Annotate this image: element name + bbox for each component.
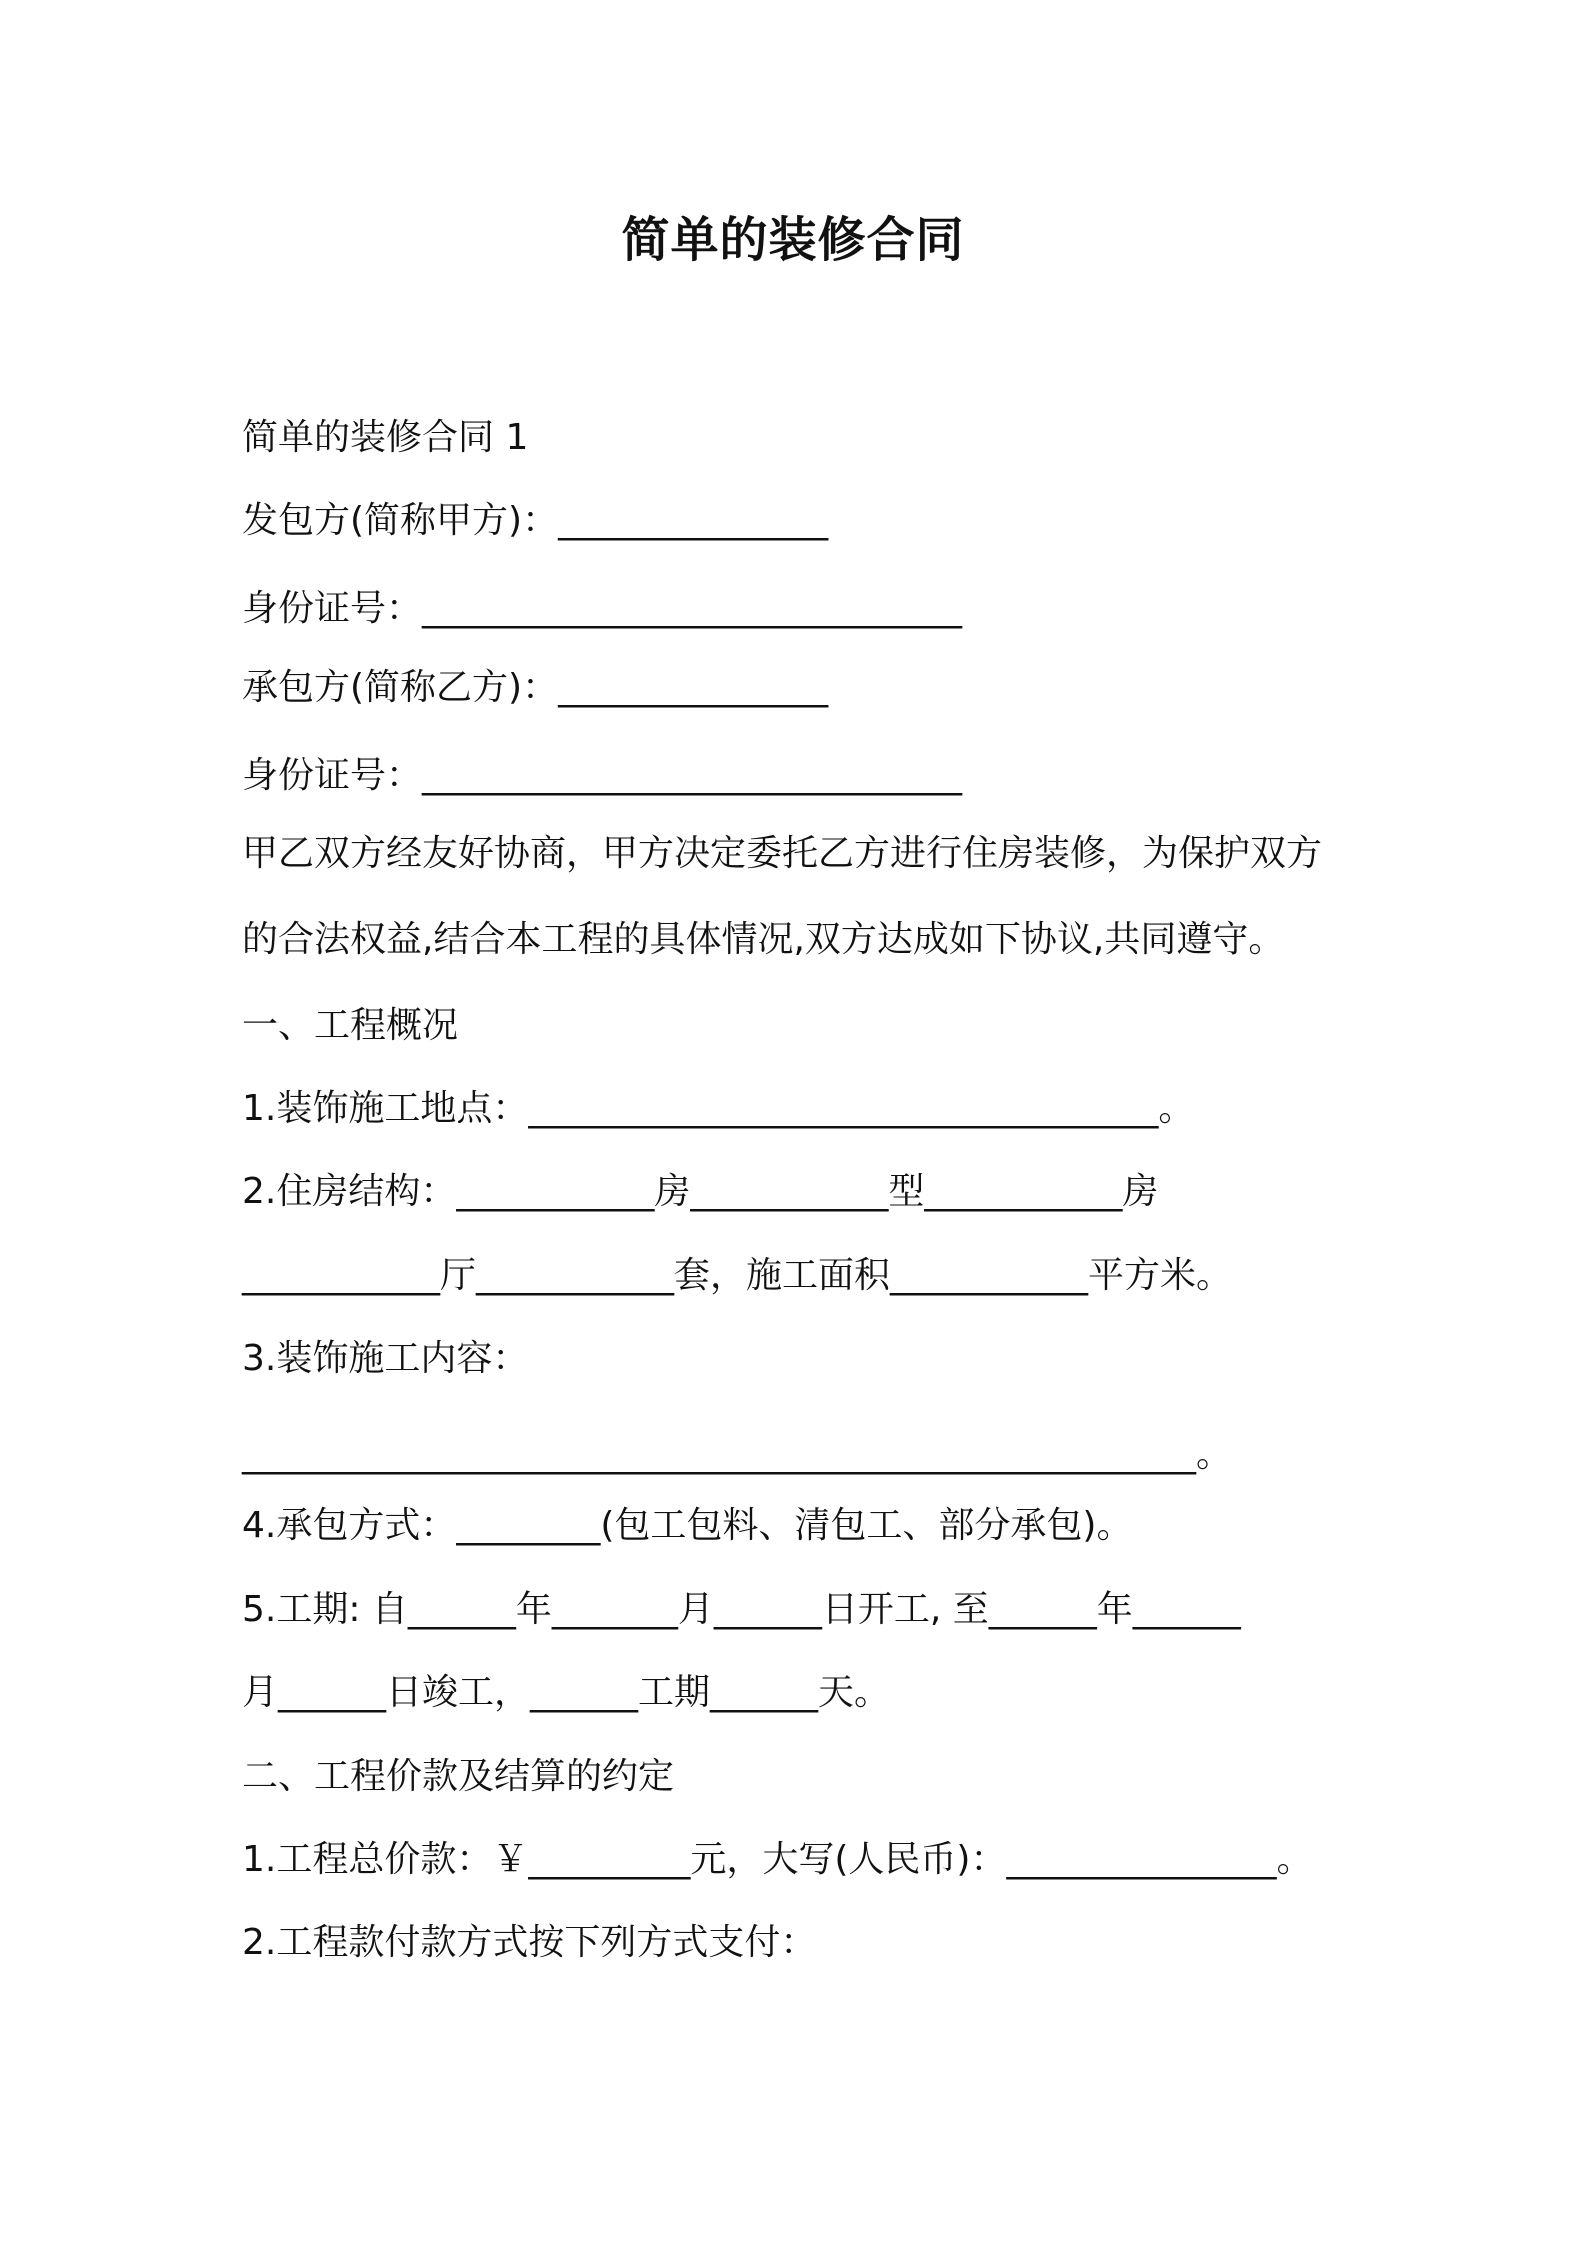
construction-content-label: 3.装饰施工内容： [242,1338,529,1379]
construction-period-line-1: 5.工期: 自______年_______月______日开工, 至______年______ [242,1589,1241,1630]
total-price-line: 1.工程总价款：￥_________元，大写(人民币)：_______________。 [242,1839,1313,1880]
housing-structure-line-2: ___________厅___________套，施工面积___________平方米。 [242,1255,1233,1296]
construction-period-line-2: 月______日竣工，______工期______天。 [242,1672,891,1713]
party-a-line: 发包方(简称甲方)：_______________ [242,500,829,541]
party-b-id-line: 身份证号：______________________________ [242,755,963,796]
section-heading-project-overview: 一、工程概况 [242,1005,459,1046]
party-a-id-line: 身份证号：______________________________ [242,588,963,629]
document-title: 简单的装修合同 [621,212,965,268]
contract-method-line: 4.承包方式：________(包工包料、清包工、部分承包)。 [242,1505,1133,1546]
section-heading-price-settlement: 二、工程价款及结算的约定 [242,1756,675,1797]
construction-content-blank-line: _____________________________________________________。 [242,1434,1232,1475]
construction-location-line: 1.装饰施工地点：___________________________________。 [242,1088,1195,1129]
contract-subtitle: 简单的装修合同 1 [242,417,529,458]
agreement-paragraph-line-1: 甲乙双方经友好协商，甲方决定委托乙方进行住房装修，为保护双方 [242,833,1323,874]
party-b-line: 承包方(简称乙方)：_______________ [242,667,829,708]
agreement-paragraph-line-2: 的合法权益,结合本工程的具体情况,双方达成如下协议,共同遵守。 [242,919,1285,960]
housing-structure-line-1: 2.住房结构：___________房___________型___________房 [242,1171,1159,1212]
payment-method-line: 2.工程款付款方式按下列方式支付： [242,1922,817,1963]
